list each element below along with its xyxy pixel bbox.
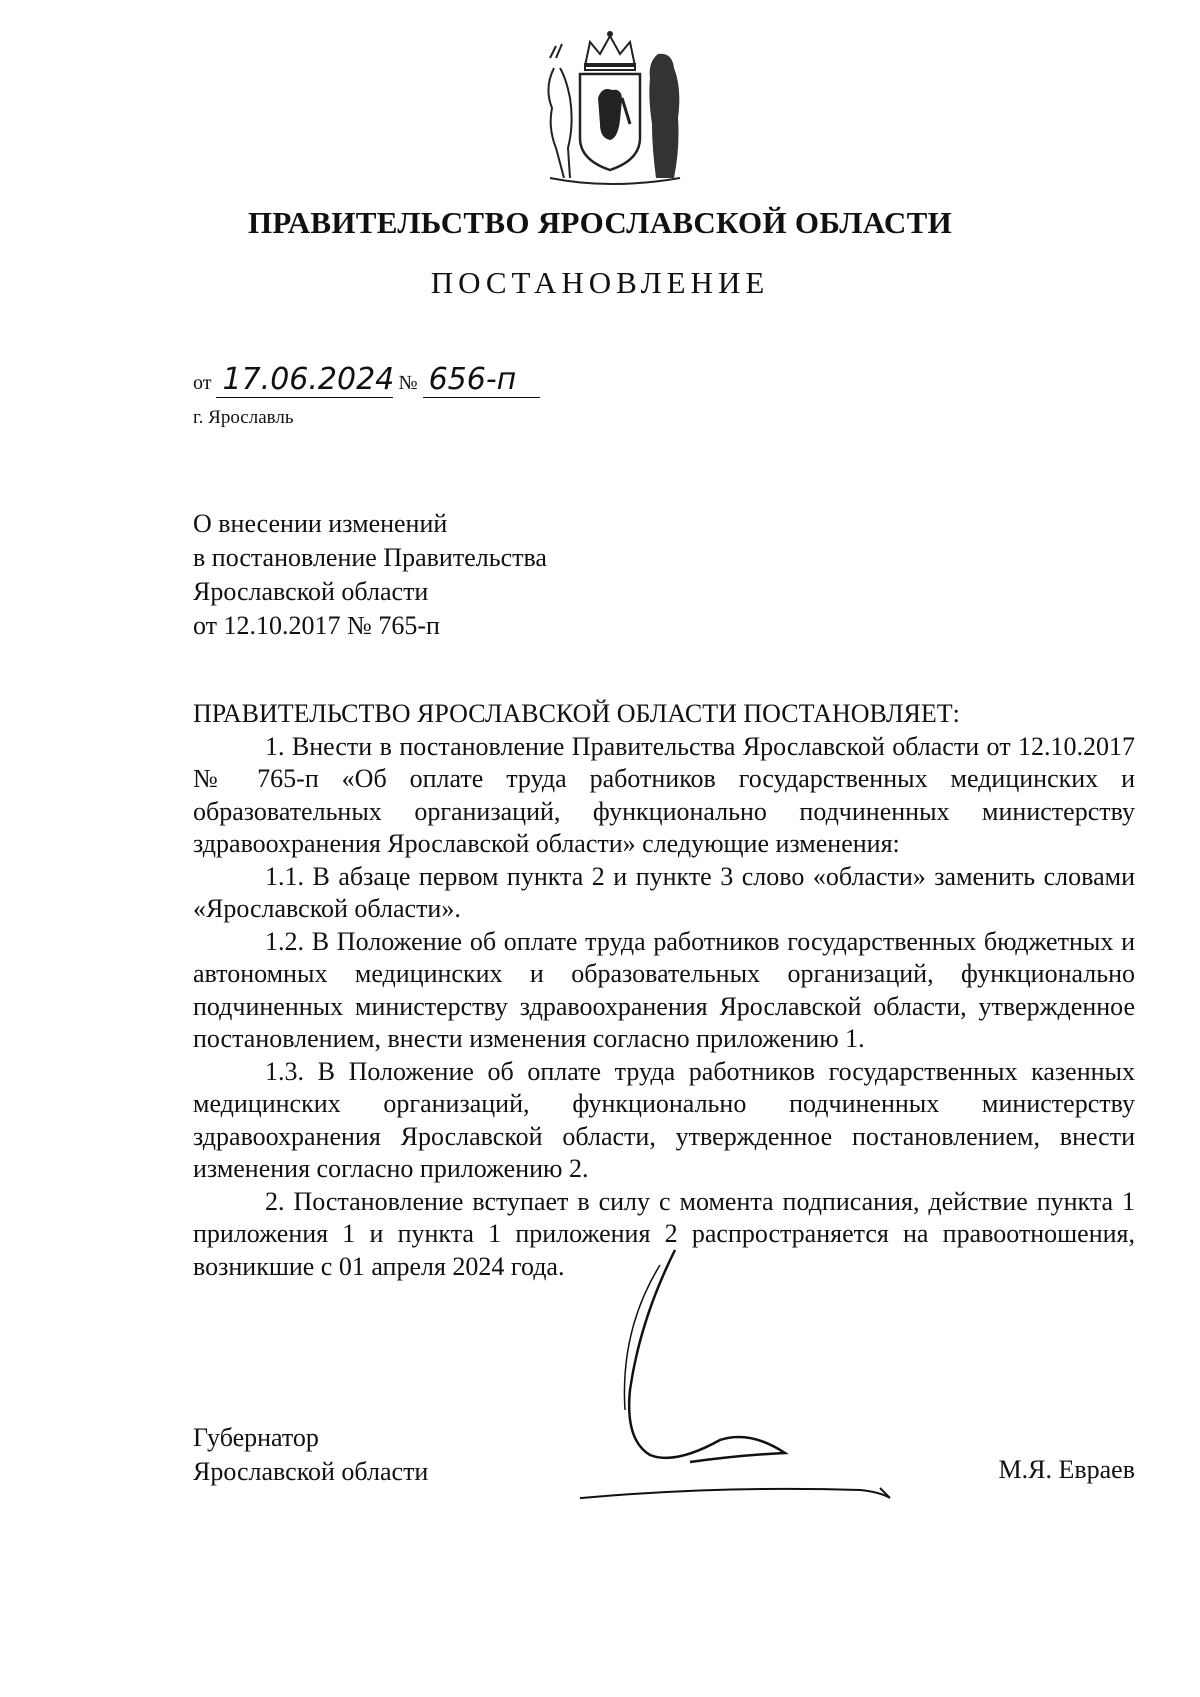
subject-line: в постановление Правительства [193,543,547,572]
paragraph-2: 2. Постановление вступает в силу с момента подписания, действие пункта 1 приложения 1 и пункта 1 приложения 2 распространяется на правоотношения, возникшие с 01 апреля 2024 года. [193,1186,1135,1281]
position-line: Ярославской области [193,1457,429,1486]
handwritten-date: 17.06.2024 [216,362,393,398]
document-type: ПОСТАНОВЛЕНИЕ [430,265,770,300]
paragraph-1-2: 1.2. В Положение об оплате труда работников государственных бюджетных и автономных медицинских и образовательных организаций, функционально подчиненных министерству здравоохранения Ярославской области, утвержденное постановлением, внести изменения согласно приложению 1. [193,926,1135,1053]
preamble: ПРАВИТЕЛЬСТВО ЯРОСЛАВСКОЙ ОБЛАСТИ ПОСТАНОВЛЯЕТ: [193,699,960,728]
handwritten-signature-icon [580,1240,920,1520]
number-prefix: № [398,372,418,394]
subject-line: Ярославской области [193,577,429,606]
signatory-name: М.Я. Евраев [998,1455,1135,1484]
handwritten-number: 656-п [423,362,540,398]
paragraph-1-3: 1.3. В Положение об оплате труда работников государственных казенных медицинских организаций, функционально подчиненных министерству здравоохранения Ярославской области, утвержденное постановлением, внести изменения согласно приложению 2. [193,1056,1135,1183]
document-subject [193,507,547,643]
signatory-position [193,1421,428,1489]
subject-line: О внесении изменений [193,509,448,538]
position-line: Губернатор [193,1423,319,1452]
document-body [193,698,1135,1283]
subject-line: от 12.10.2017 № 765-п [193,611,440,640]
date-number-line [193,362,540,398]
city: г. Ярославль [193,407,294,428]
date-prefix: от [193,372,212,394]
paragraph-1-1: 1.1. В абзаце первом пункта 2 и пункте 3 слово «области» заменить словами «Ярославской области». [193,861,1135,923]
coat-of-arms-icon [530,28,690,188]
government-title: ПРАВИТЕЛЬСТВО ЯРОСЛАВСКОЙ ОБЛАСТИ [248,205,952,240]
paragraph-1: 1. Внести в постановление Правительства Ярославской области от 12.10.2017 № 765-п «Об оплате труда работников государственных медицинских и образовательных организаций, функционально подчиненных министерству здравоохранения Ярославской области» следующие изменения: [193,731,1135,858]
